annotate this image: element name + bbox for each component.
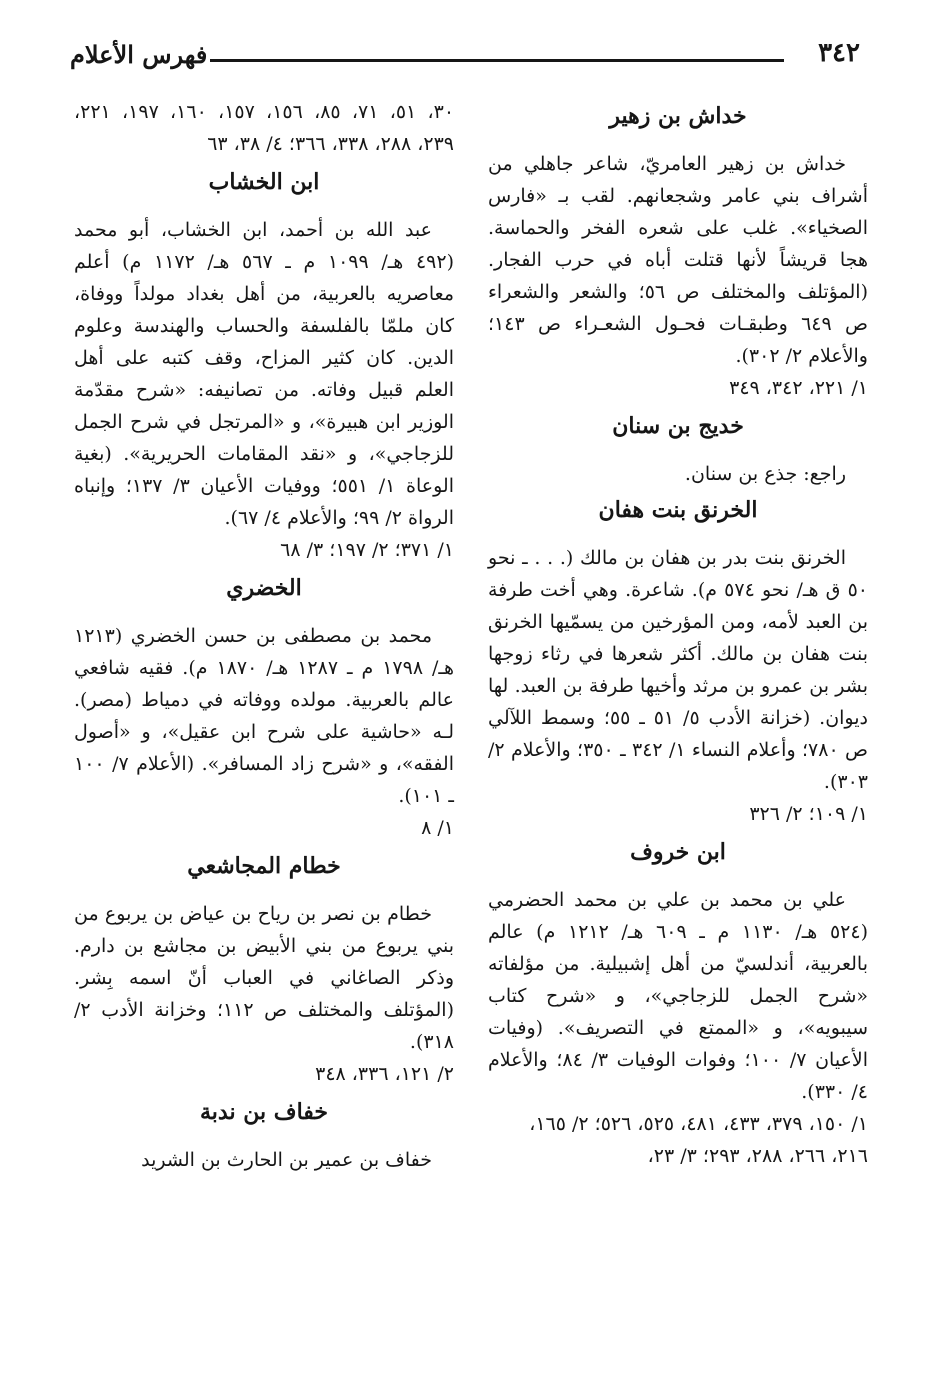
page-number: ٣٤٢ xyxy=(818,38,860,68)
entry-references: ١/ ٢٢١، ٣٤٢، ٣٤٩ xyxy=(729,377,868,399)
entry-title: خديج بن سنان xyxy=(612,413,744,439)
entry-title: خطام المجاشعي xyxy=(187,853,341,879)
entry xyxy=(74,1096,454,1176)
entry-body: محمد بن مصطفى بن حسن الخضري (١٢١٣ هـ/ ١٧٩٨ م ـ ١٢٨٧ هـ/ ١٨٧٠ م). فقيه شافعي عالم بالعربية. مولده ووفاته في دمياط (مصر). لـه «حاشية على شرح ابن عقيل»، و «أصول الفقه»، و «شرح زاد المسافر». (الأعلام ٧/ ١٠٠ ـ ١٠١). xyxy=(74,625,454,807)
entry xyxy=(488,836,868,1172)
entry-references: ١/ ١٥٠، ٣٧٩، ٤٣٣، ٤٨١، ٥٢٥، ٥٢٦؛ ٢/ ١٦٥، ٢١٦، ٢٦٦، ٢٨٨، ٢٩٣؛ ٣/ ٢٣، xyxy=(529,1113,868,1167)
entry-references: ١/ ٨ xyxy=(421,817,454,839)
entry-body: الخرنق بنت بدر بن هفان بن مالك (. . . ـ نحو ٥٠ ق هـ/ نحو ٥٧٤ م). شاعرة. وهي أخت طرفة بن العبد لأمه، ومن المؤرخين من يسمّيها الخرنق بنت هفان بن مالك. أكثر شعرها في رثاء زوجها بشر بن عمرو بن مرثد وأخيها طرفة بن العبد. لها ديوان. (خزانة الأدب ٥/ ٥١ ـ ٥٥؛ وسمط اللآلي ص ٧٨٠؛ وأعلام النساء ١/ ٣٤٢ ـ ٣٥٠؛ والأعلام ٢/ ٣٠٣). xyxy=(488,547,868,793)
entry-body: خطام بن نصر بن رياح بن عياض بن يربوع من بني يربوع من بني الأبيض بن مجاشع بن دارم. وذكر الصاغاني في العباب أنّ اسمه بِشر. (المؤتلف والمختلف ص ١١٢؛ وخزانة الأدب ٢/ ٣١٨). xyxy=(74,903,454,1053)
entry xyxy=(74,850,454,1090)
entry xyxy=(488,100,868,404)
entry xyxy=(488,494,868,830)
left-column xyxy=(74,96,454,1176)
entry-body: راجع: جذع بن سنان. xyxy=(684,463,846,485)
entry-body: خداش بن زهير العامريّ، شاعر جاهلي من أشراف بني عامر وشجعانهم. لقب بـ «فارس الصخياء». غلب على شعره الفخر والحماسة. هجا قريشاً لأنها قتلت أباه في حرب الفجار. (المؤتلف والمختلف ص ٥٦؛ والشعر والشعراء ص ٦٤٩ وطبقـات فحـول الشعـراء ص ١٤٣؛ والأعلام ٢/ ٣٠٢). xyxy=(488,153,868,367)
entry-title: الخضري xyxy=(226,575,302,601)
entry-body: عبد الله بن أحمد، ابن الخشاب، أبو محمد (٤٩٢ هـ/ ١٠٩٩ م ـ ٥٦٧ هـ/ ١١٧٢ م) أعلم معاصريه بالعربية، من أهل بغداد مولداً ووفاة، كان ملمّا بالفلسفة والحساب والهندسة وعلوم الدين. كان كثير المزاح، وقف كتبه على أهل العلم قبيل وفاته. من تصانيفه: «شرح مقدّمة الوزير ابن هبيرة»، و «المرتجل في شرح الجمل للزجاجي»، و «نقد المقامات الحريرية». (بغية الوعاة ١/ ٥٥١؛ ووفيات الأعيان ٣/ ١٣٧؛ وإنباه الرواة ٢/ ٩٩؛ والأعلام ٤/ ٦٧). xyxy=(74,219,454,529)
entry xyxy=(74,166,454,566)
entry-references: ١/ ١٠٩؛ ٢/ ٣٢٦ xyxy=(749,803,868,825)
running-title: فهرس الأعلام xyxy=(70,40,208,69)
page-header xyxy=(70,36,860,76)
entry-title: خفاف بن ندبة xyxy=(199,1099,328,1125)
entry-title: ابن الخشاب xyxy=(208,169,320,195)
entry-references: ١/ ٣٧١؛ ٢/ ١٩٧؛ ٣/ ٦٨ xyxy=(280,539,454,561)
entry-title: خداش بن زهير xyxy=(609,103,747,129)
entry-title: الخرنق بنت هفان xyxy=(598,497,758,523)
entry xyxy=(74,572,454,844)
continued-references: ٣٠، ٥١، ٧١، ٨٥، ١٥٦، ١٥٧، ١٦٠، ١٩٧، ٢٢١، ٢٣٩، ٢٨٨، ٣٣٨، ٣٦٦؛ ٤/ ٣٨، ٦٣ xyxy=(74,101,455,155)
entry-body: علي بن محمد بن علي بن محمد الحضرمي (٥٢٤ هـ/ ١١٣٠ م ـ ٦٠٩ هـ/ ١٢١٢ م) عالم بالعربية، أندلسيّ من أهل إشبيلية. من مؤلفاته «شرح الجمل للزجاجي»، و «شرح كتاب سيبويه»، و «الممتع في التصريف». (وفيات الأعيان ٧/ ١٠٠؛ وفوات الوفيات ٣/ ٨٤؛ والأعلام ٤/ ٣٣٠). xyxy=(488,889,868,1103)
entry xyxy=(488,410,868,490)
header-rule xyxy=(210,59,784,62)
right-column xyxy=(488,96,868,1178)
entry-body: خفاف بن عمير بن الحارث بن الشريد xyxy=(141,1149,432,1171)
entry-references: ٢/ ١٢١، ٣٣٦، ٣٤٨ xyxy=(315,1063,454,1085)
entry-title: ابن خروف xyxy=(630,839,726,865)
